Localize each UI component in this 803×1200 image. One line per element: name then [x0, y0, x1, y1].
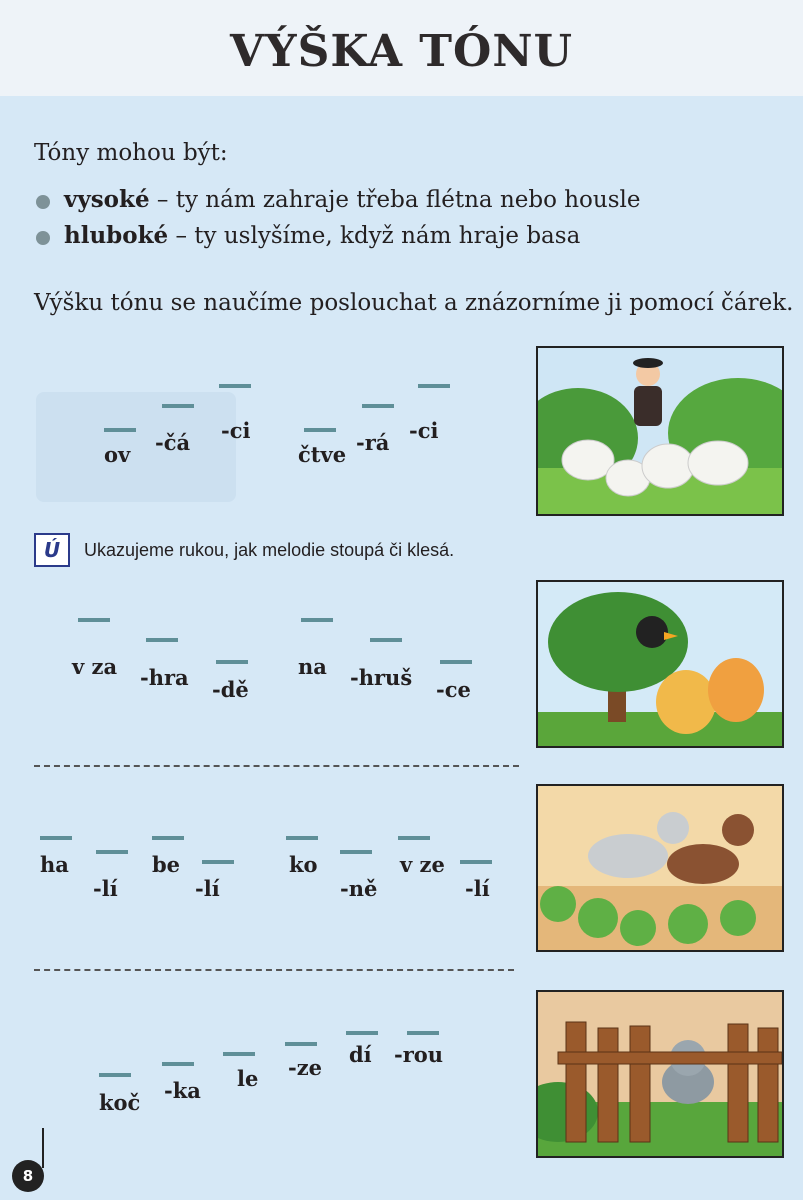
pitch-dash [304, 428, 336, 432]
section-divider [34, 765, 519, 767]
syllable: dí [349, 1042, 372, 1067]
bullet-term: hluboké [64, 222, 169, 249]
pitch-dash [370, 638, 402, 642]
syllable: -hra [140, 665, 189, 690]
pitch-dash [96, 850, 128, 854]
header-band [0, 0, 803, 96]
pitch-dash [99, 1073, 131, 1077]
pitch-dash [418, 384, 450, 388]
syllable: -ci [221, 418, 251, 443]
pitch-dash [162, 404, 194, 408]
intro-text: Tóny mohou být: [34, 140, 228, 166]
pitch-dash [440, 660, 472, 664]
crow-in-pear-tree-picture [536, 580, 784, 748]
syllable: -ze [288, 1055, 323, 1080]
syllable: -lí [93, 876, 118, 901]
syllable: -dě [212, 677, 249, 702]
syllable: -ce [436, 677, 471, 702]
bullet-list [34, 186, 641, 258]
page-margin-line [42, 1128, 44, 1168]
pitch-dash [398, 836, 430, 840]
bullet-item-high [34, 186, 641, 222]
pitch-dash [286, 836, 318, 840]
syllable: ov [104, 442, 131, 467]
faded-piano-illustration [36, 392, 236, 502]
syllable: -ka [164, 1078, 201, 1103]
two-horses-in-cabbage-picture [536, 784, 784, 952]
section-divider [34, 969, 514, 971]
pitch-dash [78, 618, 110, 622]
pitch-dash [460, 860, 492, 864]
instruction-note [34, 533, 454, 567]
explanation-text: Výšku tónu se naučíme poslouchat a znázorníme ji pomocí čárek. [34, 290, 794, 316]
syllable: koč [99, 1090, 141, 1115]
syllable: -rá [356, 430, 390, 455]
pitch-dash [362, 404, 394, 408]
syllable: čtve [298, 442, 347, 467]
page-number: 8 [12, 1160, 44, 1192]
pitch-dash [301, 618, 333, 622]
syllable: -rou [394, 1042, 444, 1067]
shepherd-with-sheep-picture [536, 346, 784, 516]
bullet-item-low [34, 222, 641, 258]
pitch-dash [346, 1031, 378, 1035]
pitch-dash [162, 1062, 194, 1066]
pitch-dash [216, 660, 248, 664]
syllable: -hruš [350, 665, 413, 690]
syllable: v za [72, 654, 118, 679]
syllable: be [152, 852, 181, 877]
syllable: ko [289, 852, 318, 877]
cat-behind-fence-picture [536, 990, 784, 1158]
bullet-text: – ty nám zahraje třeba flétna nebo housle [149, 187, 641, 213]
pitch-dash [223, 1052, 255, 1056]
syllable: -ně [340, 876, 378, 901]
pitch-dash [219, 384, 251, 388]
bullet-dot-icon [36, 195, 50, 209]
syllable: -lí [195, 876, 220, 901]
pitch-dash [152, 836, 184, 840]
syllable: le [237, 1066, 259, 1091]
pitch-dash [104, 428, 136, 432]
exercise-badge-icon: Ú [34, 533, 70, 567]
pitch-dash [202, 860, 234, 864]
pitch-dash [285, 1042, 317, 1046]
bullet-term: vysoké [64, 186, 150, 213]
syllable: ha [40, 852, 69, 877]
syllable: v ze [400, 852, 445, 877]
pitch-dash [40, 836, 72, 840]
syllable: na [298, 654, 327, 679]
syllable: -čá [155, 430, 191, 455]
syllable: -lí [465, 876, 490, 901]
syllable: -ci [409, 418, 439, 443]
instruction-text: Ukazujeme rukou, jak melodie stoupá či klesá. [84, 539, 455, 560]
pitch-dash [407, 1031, 439, 1035]
pitch-dash [340, 850, 372, 854]
page-title: VÝŠKA TÓNU [230, 26, 573, 77]
pitch-dash [146, 638, 178, 642]
bullet-dot-icon [36, 231, 50, 245]
bullet-text: – ty uslyšíme, když nám hraje basa [168, 223, 581, 249]
